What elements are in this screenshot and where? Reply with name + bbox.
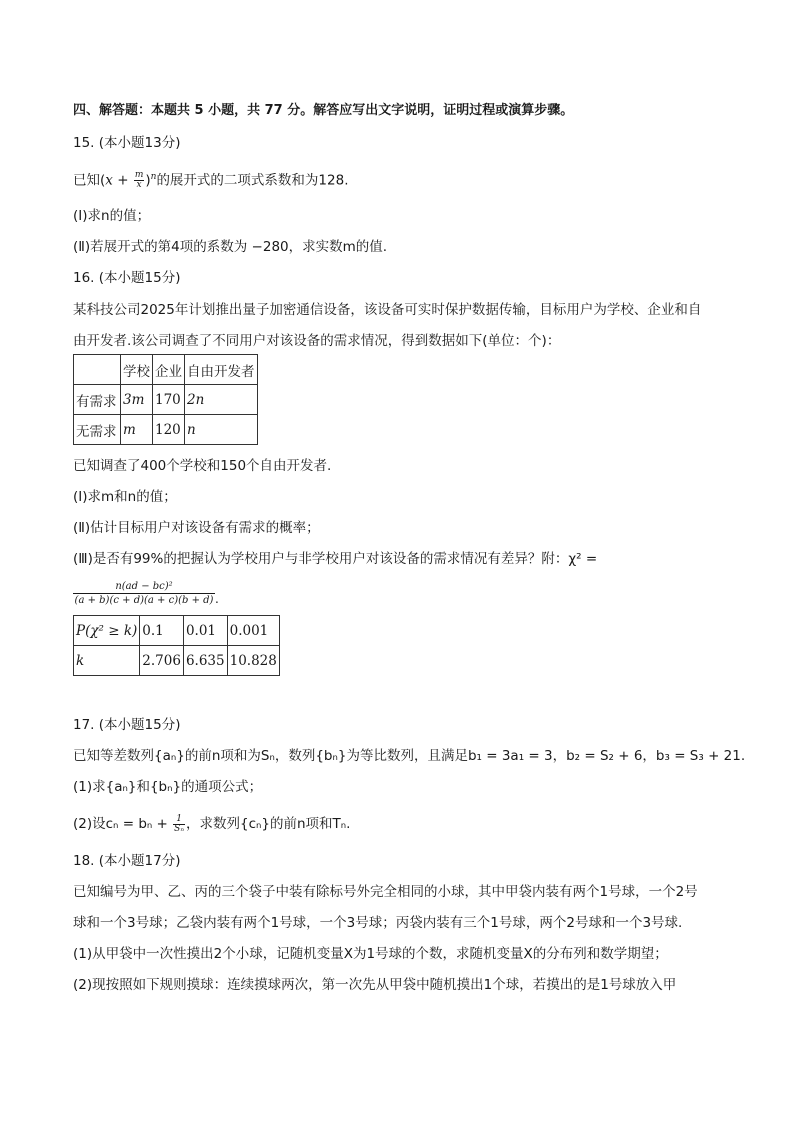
- q17-frac-den: Sₙ: [174, 823, 184, 834]
- q15-frac-den: x: [134, 180, 145, 190]
- chi-square-reference-table: [73, 615, 280, 676]
- q18-line1: 已知编号为甲、乙、丙的三个袋子中装有除标号外完全相同的小球，其中甲袋内装有两个1号球，一个2号: [73, 884, 698, 900]
- q17-part2-prefix: (2)设cₙ = bₙ +: [73, 816, 173, 832]
- table-cell: 0.1: [140, 616, 184, 646]
- q17-part2-suffix: ，求数列{cₙ}的前n项和Tₙ.: [186, 816, 351, 832]
- q17-part1: (1)求{aₙ}和{bₙ}的通项公式；: [73, 779, 263, 795]
- table-cell: 6.635: [183, 646, 227, 676]
- table-cell: 2n: [185, 385, 258, 415]
- q16-part1: (Ⅰ)求m和n的值；: [73, 489, 177, 505]
- q15-fraction: [134, 171, 145, 190]
- table-cell: n: [185, 415, 258, 445]
- q15-stem-prefix: 已知(: [73, 172, 106, 189]
- q18-heading: 18. (本小题17分): [73, 853, 181, 869]
- table-row: [74, 646, 280, 676]
- table-cell: 170: [153, 385, 185, 415]
- table-header-row: [74, 355, 258, 385]
- formula-numerator: n(ad − bc)²: [115, 581, 173, 592]
- q16-heading: 16. (本小题15分): [73, 270, 181, 286]
- q15-part2: (Ⅱ)若展开式的第4项的系数为 −280，求实数m的值.: [73, 239, 388, 255]
- q17-part2: [73, 814, 350, 834]
- q18-line2: 球和一个3号球；乙袋内装有两个1号球，一个3号球；丙袋内装有三个1号球，两个2号球和一个3号球.: [73, 915, 683, 931]
- table-row: [74, 385, 258, 415]
- q15-stem-suffix: 的展开式的二项式系数和为128.: [156, 172, 349, 189]
- table-cell: 2.706: [140, 646, 184, 676]
- table-cell: 3m: [121, 385, 153, 415]
- q15-heading: 15. (本小题13分): [73, 135, 181, 151]
- formula-period: .: [215, 592, 219, 606]
- q17-fraction: [173, 815, 185, 834]
- q16-line1: 某科技公司2025年计划推出量子加密通信设备，该设备可实时保护数据传输，目标用户为学校、企业和自: [73, 302, 702, 318]
- q15-stem: [73, 167, 349, 191]
- q16-part3: (Ⅲ)是否有99%的把握认为学校用户与非学校用户对该设备的需求情况有差异？附：χ² =: [73, 551, 598, 567]
- q18-part2: (2)现按照如下规则摸球：连续摸球两次，第一次先从甲袋中随机摸出1个球，若摸出的是1号球放入甲: [73, 977, 677, 993]
- q15-frac-num: m: [134, 170, 144, 180]
- table-cell: 0.01: [183, 616, 227, 646]
- formula-denominator: (a + b)(c + d)(a + c)(b + d): [74, 595, 214, 606]
- q15-part1: (Ⅰ)求n的值；: [73, 208, 151, 224]
- chi-square-formula: [73, 580, 215, 607]
- q16-line2: 由开发者.该公司调查了不同用户对该设备的需求情况，得到数据如下(单位：个)：: [73, 333, 561, 349]
- table-cell: 企业: [153, 355, 185, 385]
- section-header: 四、解答题：本题共 5 小题，共 77 分。解答应写出文字说明，证明过程或演算步骤。: [73, 103, 574, 118]
- q17-frac-num: 1: [176, 813, 182, 824]
- demand-table: [73, 354, 258, 445]
- q16-part2: (Ⅱ)估计目标用户对该设备有需求的概率；: [73, 520, 320, 536]
- table-row: [74, 415, 258, 445]
- table-cell: [74, 355, 121, 385]
- table-cell: 无需求: [74, 415, 121, 445]
- table-cell: 120: [153, 415, 185, 445]
- q17-heading: 17. (本小题15分): [73, 717, 181, 733]
- q15-close: ): [145, 172, 151, 189]
- table-cell: k: [74, 646, 140, 676]
- q15-plus: +: [112, 172, 133, 189]
- table-cell: m: [121, 415, 153, 445]
- table-cell: 0.001: [227, 616, 279, 646]
- table-cell: 有需求: [74, 385, 121, 415]
- q17-stem: 已知等差数列{aₙ}的前n项和为Sₙ，数列{bₙ}为等比数列，且满足b₁ = 3a₁ = 3，b₂ = S₂ + 6，b₃ = S₃ + 21.: [73, 748, 746, 764]
- q18-part1: (1)从甲袋中一次性摸出2个小球，记随机变量X为1号球的个数，求随机变量X的分布列和数学期望；: [73, 946, 668, 962]
- q15-var-x: x: [105, 172, 113, 189]
- q16-given: 已知调查了400个学校和150个自由开发者.: [73, 458, 332, 474]
- q15-exponent: n: [150, 172, 157, 182]
- table-row: [74, 616, 280, 646]
- table-cell: 10.828: [227, 646, 279, 676]
- table-cell: 自由开发者: [185, 355, 258, 385]
- table-cell: 学校: [121, 355, 153, 385]
- table-cell: P(χ² ≥ k): [74, 616, 140, 646]
